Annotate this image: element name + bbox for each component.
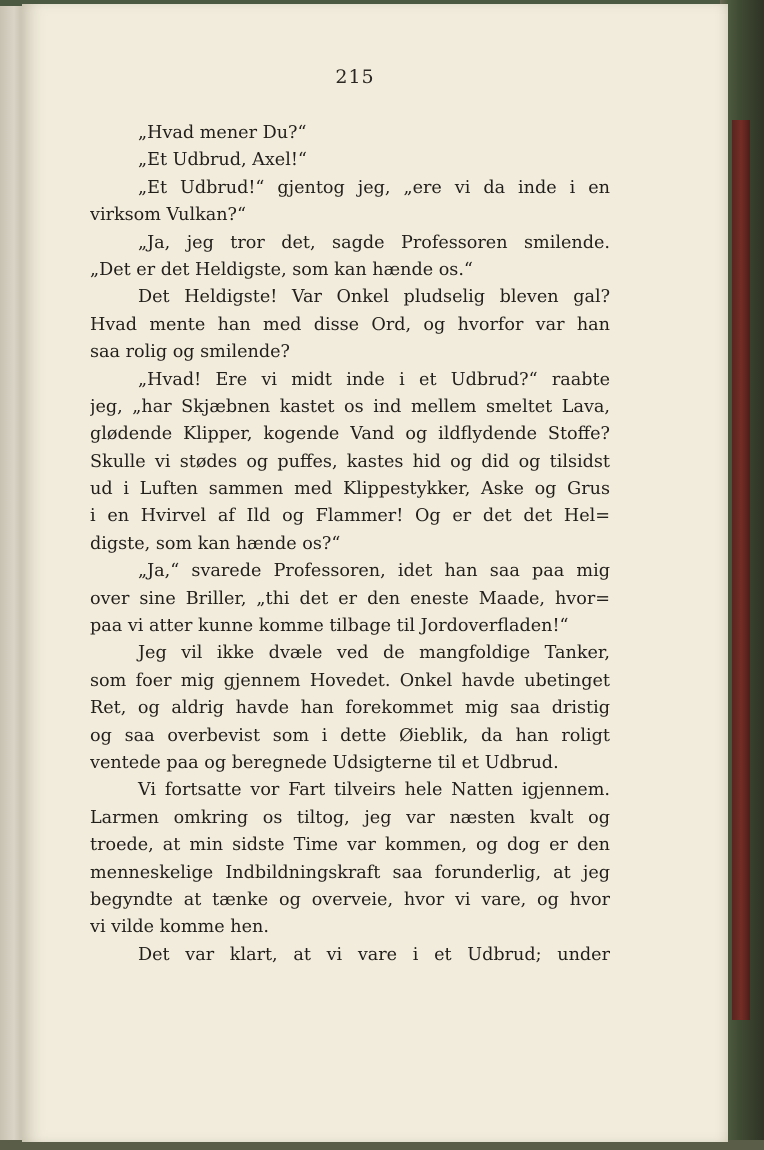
text-line: „Hvad mener Du?“ <box>138 123 307 143</box>
text-line: „Et Udbrud, Axel!“ <box>138 150 307 171</box>
text-line: og saa overbevist som i dette Øieblik, da han roligt <box>90 725 610 746</box>
text-line: jeg, „har Skjæbnen kastet os ind mellem smeltet Lava, <box>90 396 610 417</box>
text-line: ventede paa og beregnede Udsigterne til et Udbrud. <box>90 752 559 773</box>
text-line: Det var klart, at vi vare i et Udbrud; under <box>138 944 610 965</box>
text-line: Vi fortsatte vor Fart tilveirs hele Natten igjennem. <box>138 780 610 801</box>
text-line: ud i Luften sammen med Klippestykker, Aske og Grus <box>90 479 610 500</box>
text-line: Jeg vil ikke dvæle ved de mangfoldige Tanker, <box>138 643 610 664</box>
text-line: „Ja,“ svarede Professoren, idet han saa paa mig <box>138 561 610 582</box>
text-line: „Ja, jeg tror det, sagde Professoren smilende. <box>138 232 610 253</box>
text-line: virksom Vulkan?“ <box>90 205 246 226</box>
endpaper-edge <box>732 120 750 1020</box>
text-line: begyndte at tænke og overveie, hvor vi vare, og hvor <box>90 889 610 910</box>
text-line: Skulle vi stødes og puffes, kastes hid og did og tilsidst <box>90 451 610 472</box>
text-line: over sine Briller, „thi det er den eneste Maade, hvor= <box>90 588 610 609</box>
text-line: i en Hvirvel af Ild og Flammer! Og er det det Hel= <box>90 506 610 527</box>
text-line: som foer mig gjennem Hovedet. Onkel havde ubetinget <box>90 670 610 691</box>
book-page <box>22 4 728 1142</box>
text-line: digste, som kan hænde os?“ <box>90 533 341 554</box>
text-line: paa vi atter kunne komme tilbage til Jordoverfladen!“ <box>90 616 569 637</box>
text-line: troede, at min sidste Time var kommen, og dog er den <box>90 835 610 856</box>
text-line: Ret, og aldrig havde han forekommet mig saa dristig <box>90 698 610 719</box>
text-line: Larmen omkring os tiltog, jeg var næsten kvalt og <box>90 807 610 828</box>
text-line: Det Heldigste! Var Onkel pludselig bleven gal? <box>138 287 610 308</box>
text-line: glødende Klipper, kogende Vand og ildflydende Stoffe? <box>90 424 610 445</box>
text-line: Hvad mente han med disse Ord, og hvorfor var han <box>90 314 610 335</box>
text-line: vi vilde komme hen. <box>90 917 269 938</box>
page-number: 215 <box>335 66 375 88</box>
text-line: „Det er det Heldigste, som kan hænde os.“ <box>90 259 473 280</box>
text-line: „Hvad! Ere vi midt inde i et Udbrud?“ raabte <box>138 369 610 390</box>
text-line: „Et Udbrud!“ gjentog jeg, „ere vi da inde i en <box>138 177 610 198</box>
text-line: menneskelige Indbildningskraft saa forunderlig, at jeg <box>90 862 610 883</box>
text-line: saa rolig og smilende? <box>90 342 290 363</box>
body-text <box>90 120 610 969</box>
